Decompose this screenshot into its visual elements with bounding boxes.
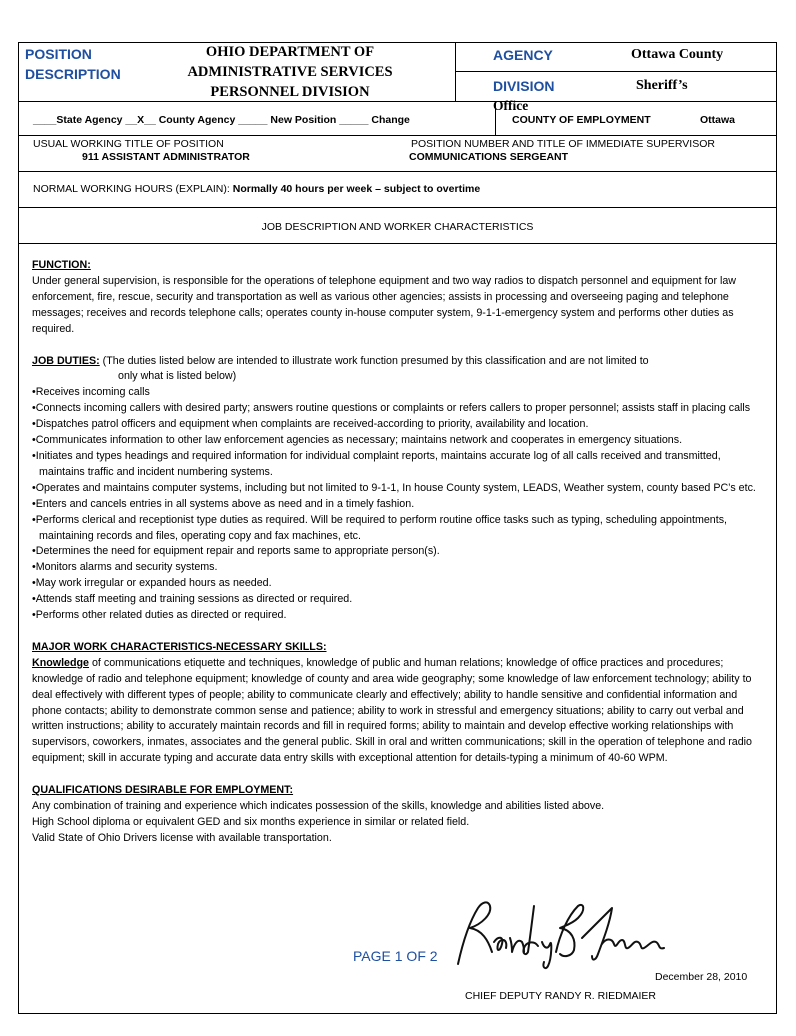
duties-intro-line-1: (The duties listed below are intended to illustrate work function presumed by this classification and are not limited to — [99, 354, 649, 367]
county-employment-value: Ottawa — [700, 114, 736, 126]
department-line-3: PERSONNEL DIVISION — [210, 84, 370, 100]
duty-item: •Initiates and types headings and required information for individual complaint reports, maintains accurate log of all calls received and transmitted, maintains traffic and incident numbering systems. — [32, 449, 721, 478]
divider-section-title — [18, 243, 777, 244]
division-value: Sheriff’s — [636, 78, 688, 93]
agency-value: Ottawa County — [631, 47, 724, 62]
divider-type-row — [18, 135, 777, 136]
division-label: DIVISION — [493, 78, 555, 94]
county-agency-mark: __X__ — [125, 114, 156, 126]
position-label: POSITION — [25, 46, 92, 62]
duty-item: •Operates and maintains computer systems, including but not limited to 9-1-1, In house County system, LEADS, Weather system, county based PC’s etc. — [32, 481, 756, 494]
signature-date: December 28, 2010 — [655, 971, 748, 983]
skills-text — [32, 656, 762, 767]
duties-intro-line-2: only what is listed below) — [118, 370, 237, 383]
working-hours — [33, 183, 480, 195]
department-line-1: OHIO DEPARTMENT OF — [205, 44, 375, 60]
signer-name: CHIEF DEPUTY RANDY R. RIEDMAIER — [465, 990, 656, 1002]
state-agency-option: State Agency — [56, 114, 123, 126]
usual-title-label: USUAL WORKING TITLE OF POSITION — [33, 138, 224, 150]
duties-intro — [32, 354, 762, 370]
divider-header-vertical — [455, 42, 456, 101]
duty-item: •Monitors alarms and security systems. — [32, 561, 218, 574]
usual-title-value: 911 ASSISTANT ADMINISTRATOR — [82, 151, 250, 163]
new-position-option: New Position — [270, 114, 337, 126]
duty-item: •Attends staff meeting and training sessions as directed or required. — [32, 593, 353, 606]
change-option: Change — [371, 114, 410, 126]
county-employment-label: COUNTY OF EMPLOYMENT — [512, 114, 651, 126]
duty-item: •May work irregular or expanded hours as needed. — [32, 577, 272, 590]
duty-item: •Determines the need for equipment repair and reports same to appropriate person(s). — [32, 545, 440, 558]
divider-agency — [455, 71, 777, 72]
duty-item: •Communicates information to other law enforcement agencies as necessary; maintains network and cooperates in emergency situations. — [32, 434, 683, 447]
division-value-continued: Office — [493, 98, 529, 113]
duty-item: •Performs other related duties as directed or required. — [32, 609, 287, 622]
department-line-2: ADMINISTRATIVE SERVICES — [187, 64, 393, 80]
knowledge-label: Knowledge — [32, 656, 90, 669]
duty-item: •Enters and cancels entries in all systems above as need and in a timely fashion. — [32, 497, 415, 510]
skills-heading: MAJOR WORK CHARACTERISTICS-NECESSARY SKILLS: — [32, 640, 327, 653]
agency-label: AGENCY — [493, 47, 553, 63]
new-position-blank: _____ — [238, 114, 268, 126]
page-number: PAGE 1 OF 2 — [353, 948, 438, 964]
change-blank: _____ — [339, 114, 369, 126]
duty-item: •Receives incoming calls — [32, 386, 150, 399]
function-heading: FUNCTION: — [32, 259, 91, 271]
qualification-line: Any combination of training and experience which indicates possession of the skills, knowledge and abilities listed above. — [32, 800, 605, 813]
working-hours-value: Normally 40 hours per week – subject to overtime — [232, 183, 481, 195]
description-label: DESCRIPTION — [25, 66, 121, 82]
state-agency-blank: ____ — [33, 114, 57, 126]
divider-hours-row — [18, 207, 777, 208]
duty-item: •Dispatches patrol officers and equipment when complaints are received-according to priority, availability and location. — [32, 418, 589, 431]
agency-type-row — [33, 114, 410, 126]
function-text: Under general supervision, is responsible for the operations of telephone equipment and two way radios to dispatch personnel and equipment for law enforcement, fire, rescue, security and transportation as well as various other agencies; assists in processing and overseeing paging and telephone messages; receives and records telephone calls; operates county in-house computer system, 9-1-1-emergency system and performs other duties as required. — [32, 274, 737, 335]
supervisor-label: POSITION NUMBER AND TITLE OF IMMEDIATE SUPERVISOR — [411, 138, 715, 150]
section-title: JOB DESCRIPTION AND WORKER CHARACTERISTICS — [261, 221, 534, 233]
divider-title-row — [18, 171, 777, 172]
duty-item: •Connects incoming callers with desired party; answers routine questions or complaints or refers callers to proper personnel; assists staff in placing calls — [32, 402, 751, 415]
supervisor-value: COMMUNICATIONS SERGEANT — [409, 151, 569, 163]
working-hours-label: NORMAL WORKING HOURS (EXPLAIN): — [33, 183, 230, 195]
qualification-line: High School diploma or equivalent GED and six months experience in similar or related field. — [32, 816, 470, 828]
job-description-body — [32, 258, 762, 847]
signature-image — [452, 898, 677, 970]
qualifications-heading: QUALIFICATIONS DESIRABLE FOR EMPLOYMENT: — [32, 784, 294, 797]
qualification-line: Valid State of Ohio Drivers license with available transportation. — [32, 831, 332, 844]
duty-item: •Performs clerical and receptionist type duties as required. Will be required to perform routine office tasks such as typing, scheduling appointments, maintaining records and files, operating copy and fax machines, etc. — [32, 513, 728, 542]
skills-body: of communications etiquette and techniques, knowledge of public and human relations; knowledge of office practices and procedures; knowledge of radio and telephone equipment; knowledge of county and area wide geography; some knowledge of law enforcement technology; ability to deal effectively with different types of people; ability to communicate clearly and effectively; ability to handle sensitive and confidential information and phone contacts; ability to demonstrate common sense and patience; ability to work in stressful and emergency situations; ability to carry out verbal and written instructions; ability to accurately maintain records and fill in required forms; ability to maintain and develop effective working relationships with supervisors, coworkers, inmates, associates and the general public. Skill in oral and written communications; skill in the operation of telephone and radio equipment; skill in accurate typing and accurate data entry skills with exceptional attention for details-typing a minimum of 40-60 WPM. — [32, 656, 753, 765]
duties-heading: JOB DUTIES: — [32, 354, 100, 367]
county-agency-option: County Agency — [158, 114, 236, 126]
